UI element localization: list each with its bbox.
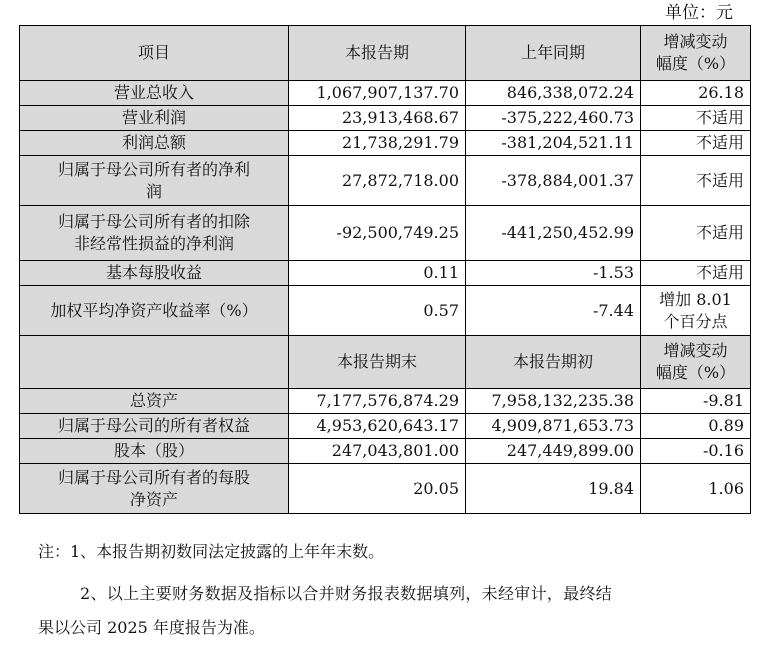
row-label-line: 利润总额 — [121, 133, 186, 152]
row-current: 23,913,468.67 — [289, 106, 466, 131]
row-prior: 19.84 — [466, 464, 641, 514]
row-current: 20.05 — [289, 464, 466, 514]
financial-data-table — [19, 25, 751, 514]
row-change-line: 增加 8.01 — [659, 289, 732, 309]
row-label — [20, 414, 289, 439]
row-label — [20, 261, 289, 286]
row-label — [20, 464, 289, 514]
row-change — [641, 464, 751, 514]
row-change — [641, 389, 751, 414]
table-row — [20, 81, 751, 106]
row-current: 0.57 — [289, 286, 466, 336]
row-label-line: 润 — [145, 181, 162, 201]
row-change-line: 个百分点 — [663, 311, 728, 331]
row-change-line: 不适用 — [695, 263, 744, 282]
table-row — [20, 106, 751, 131]
row-change — [641, 81, 751, 106]
row-change-line: -9.81 — [702, 391, 744, 410]
row-change — [641, 131, 751, 156]
unit-label: 单位：元 — [665, 3, 733, 23]
table-row — [20, 389, 751, 414]
row-current: 1,067,907,137.70 — [289, 81, 466, 106]
header-change-line: 幅度（%） — [655, 363, 736, 382]
header-item: 项目 — [20, 26, 289, 81]
header-current: 本报告期 — [289, 26, 466, 81]
row-change-line: 不适用 — [695, 133, 744, 152]
row-prior: -441,250,452.99 — [466, 206, 641, 261]
row-current: 247,043,801.00 — [289, 439, 466, 464]
row-prior: -378,884,001.37 — [466, 156, 641, 206]
row-prior: -1.53 — [466, 261, 641, 286]
row-current: 27,872,718.00 — [289, 156, 466, 206]
row-change-line: 不适用 — [695, 170, 744, 190]
header-change-line: 幅度（%） — [655, 54, 736, 73]
header-prior: 上年同期 — [466, 26, 641, 81]
notes — [40, 538, 755, 642]
table-row — [20, 414, 751, 439]
row-label-line: 总资产 — [129, 391, 178, 410]
note-1: 注：1、本报告期初数同法定披露的上年年末数。 — [38, 542, 385, 561]
header-row — [20, 26, 751, 81]
header-row — [20, 336, 751, 389]
header-change-line: 增减变动 — [663, 341, 728, 360]
row-change — [641, 439, 751, 464]
row-change — [641, 106, 751, 131]
row-prior: -375,222,460.73 — [466, 106, 641, 131]
row-change-line: 0.89 — [708, 416, 744, 435]
row-change — [641, 414, 751, 439]
header-change-line: 增减变动 — [663, 32, 728, 51]
row-current: -92,500,749.25 — [289, 206, 466, 261]
row-label — [20, 389, 289, 414]
row-change — [641, 286, 751, 336]
row-label — [20, 81, 289, 106]
row-change-line: 不适用 — [695, 108, 744, 127]
row-label-line: 归属于母公司所有者的扣除 — [57, 212, 250, 231]
header-item — [20, 336, 289, 389]
row-change — [641, 156, 751, 206]
row-current: 21,738,291.79 — [289, 131, 466, 156]
row-current: 0.11 — [289, 261, 466, 286]
row-prior: -381,204,521.11 — [466, 131, 641, 156]
header-change — [641, 26, 751, 81]
row-prior: 247,449,899.00 — [466, 439, 641, 464]
row-label-line: 净资产 — [129, 489, 178, 509]
table-row — [20, 286, 751, 336]
row-label-line: 营业总收入 — [113, 83, 194, 102]
row-label-line: 股本（股） — [113, 441, 194, 460]
table-row — [20, 156, 751, 206]
row-label-line: 营业利润 — [121, 108, 186, 127]
row-label — [20, 286, 289, 336]
row-label — [20, 106, 289, 131]
row-change-line: 26.18 — [698, 83, 744, 102]
row-label-line: 基本每股收益 — [105, 263, 202, 282]
row-label-line: 归属于母公司的所有者权益 — [57, 416, 250, 435]
row-change-line: -0.16 — [702, 441, 744, 460]
row-label-line: 归属于母公司所有者的每股 — [57, 467, 250, 487]
row-change — [641, 206, 751, 261]
note-2: 2、以上主要财务数据及指标以合并财务报表数据填列，未经审计，最终结 — [80, 584, 613, 603]
row-prior: 846,338,072.24 — [466, 81, 641, 106]
header-prior: 本报告期初 — [466, 336, 641, 389]
row-change — [641, 261, 751, 286]
row-prior: 4,909,871,653.73 — [466, 414, 641, 439]
row-current: 7,177,576,874.29 — [289, 389, 466, 414]
row-label — [20, 131, 289, 156]
row-label — [20, 156, 289, 206]
header-current: 本报告期末 — [289, 336, 466, 389]
row-change-line: 1.06 — [708, 478, 744, 498]
row-label-line: 非经常性损益的净利润 — [73, 234, 234, 253]
row-prior: 7,958,132,235.38 — [466, 389, 641, 414]
table-row — [20, 206, 751, 261]
row-current: 4,953,620,643.17 — [289, 414, 466, 439]
row-label-line: 归属于母公司所有者的净利 — [57, 159, 250, 179]
row-label — [20, 206, 289, 261]
table-row — [20, 131, 751, 156]
note-2-continued: 果以公司 2025 年度报告为准。 — [38, 618, 265, 637]
table-row — [20, 464, 751, 514]
row-prior: -7.44 — [466, 286, 641, 336]
table-row — [20, 261, 751, 286]
row-label-line: 加权平均净资产收益率（%） — [50, 300, 258, 320]
header-change — [641, 336, 751, 389]
table-row — [20, 439, 751, 464]
table-body — [20, 26, 751, 514]
row-label — [20, 439, 289, 464]
row-change-line: 不适用 — [695, 223, 744, 242]
